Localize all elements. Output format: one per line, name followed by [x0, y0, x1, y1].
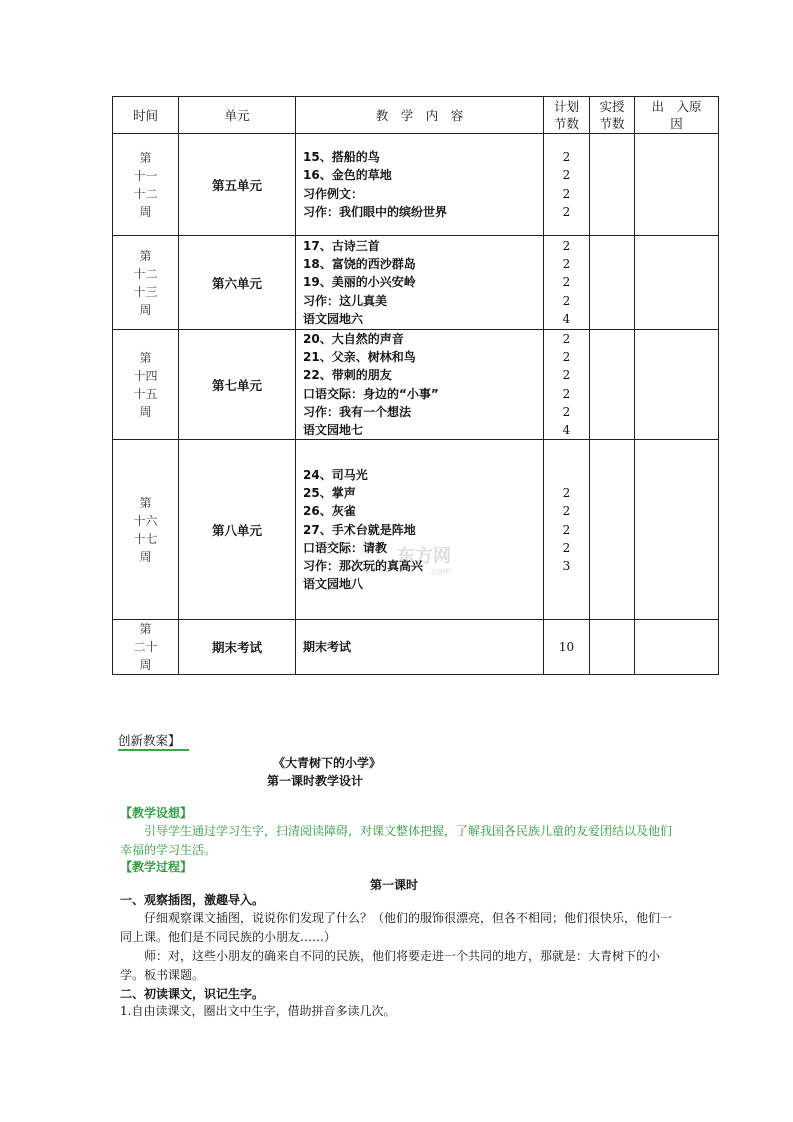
content-item: 习作：这儿真美: [303, 293, 388, 308]
content-cell: [296, 620, 544, 675]
week-cell: [113, 134, 179, 236]
actual-hours-cell: [590, 134, 635, 236]
table-row: [113, 330, 719, 440]
planned-hours-value: 2: [562, 168, 571, 183]
planned-hours-value: 2: [562, 350, 571, 365]
planned-hours-value: 2: [562, 540, 571, 555]
content-item: 口语交际：身边的“小事”: [303, 386, 439, 401]
week-line: 第: [139, 622, 152, 637]
week-cell: [113, 620, 179, 675]
watermark-logo: [393, 540, 459, 580]
header-time: 时间: [113, 97, 179, 134]
content-item: 语文园地八: [303, 577, 364, 592]
planned-hours-value: 2: [562, 504, 571, 519]
week-line: 十一: [133, 168, 158, 183]
planned-hours-value: 2: [562, 332, 571, 346]
planned-hours-value: 2: [562, 386, 571, 401]
week-cell: [113, 236, 179, 330]
planned-hours-value: 2: [562, 150, 571, 165]
content-item: 语文园地七: [303, 423, 364, 438]
content-cell: [296, 134, 544, 236]
content-item: 21、父亲、树林和鸟: [303, 350, 416, 365]
idea-heading: 【教学设想】: [120, 806, 193, 820]
step2-paragraph-1: 1.自由读课文，圈出文中生字，借助拼音多读几次。: [120, 1004, 396, 1018]
week-line: 周: [139, 204, 152, 219]
planned-hours-value: 2: [562, 522, 571, 537]
unit-cell: 第七单元: [179, 330, 296, 440]
process-heading: 【教学过程】: [120, 860, 193, 874]
planned-hours-value: 3: [562, 559, 571, 574]
reason-cell: [635, 440, 719, 620]
week-cell: [113, 330, 179, 440]
week-line: 第: [139, 350, 152, 365]
actual-hours-cell: [590, 620, 635, 675]
week-line: 周: [139, 302, 152, 317]
schedule-table: [112, 96, 719, 675]
unit-cell: 期末考试: [179, 620, 296, 675]
header-actual-hours: 实授节数: [590, 97, 635, 134]
content-item: 期末考试: [303, 640, 352, 655]
actual-hours-cell: [590, 236, 635, 330]
content-item: 17、古诗三首: [303, 238, 380, 253]
planned-hours-value: 2: [562, 238, 571, 253]
planned-hours-value: 2: [562, 204, 571, 219]
planned-hours-value: 2: [562, 275, 571, 290]
planned-hours-value: 4: [562, 311, 571, 326]
week-line: 十六: [133, 513, 158, 528]
week-line: 周: [139, 549, 152, 564]
lesson-title: 《大青树下的小学》: [273, 756, 382, 770]
period-title: 第一课时: [370, 878, 419, 892]
step1-heading: 一、观察插图，激趣导入。: [120, 893, 265, 907]
content-item: 24、司马光: [303, 468, 368, 482]
step1-paragraph-1: 仔细观察课文插图，说说你们发现了什么？（他们的服饰很漂亮，但各不相同；他们很快乐，他们一同上课。他们是不同民族的小朋友……）: [120, 911, 673, 944]
header-unit: 单元: [179, 97, 296, 134]
week-cell: [113, 440, 179, 620]
unit-cell: 第五单元: [179, 134, 296, 236]
step2-heading: 二、初读课文，识记生字。: [120, 987, 265, 1001]
step1-paragraph-2: 师：对，这些小朋友的确来自不同的民族，他们将要走进一个共同的地方，那就是：大青树下的小学。板书课题。: [120, 949, 661, 982]
week-line: 周: [139, 404, 152, 419]
planned-hours-value: 2: [562, 368, 571, 383]
content-list: [303, 330, 543, 439]
content-item: 口语交际：请教: [303, 540, 388, 555]
planned-hours-value: 2: [562, 404, 571, 419]
content-item: 习作：我有一个想法: [303, 404, 412, 419]
table-row: [113, 440, 719, 620]
content-item: 18、富饶的西沙群岛: [303, 257, 416, 272]
header-content: 教 学 内 容: [296, 97, 544, 134]
content-list: [303, 237, 543, 328]
week-line: 第: [139, 495, 152, 510]
content-item: 15、搭船的鸟: [303, 150, 380, 165]
section-tag: 创新教案】: [118, 733, 189, 751]
watermark-sub: .com: [429, 567, 452, 577]
week-line: 十四: [133, 368, 158, 383]
week-line: 十二: [133, 266, 158, 281]
header-planned-hours: 计划节数: [544, 97, 590, 134]
planned-hours-value: 4: [562, 423, 571, 438]
week-line: 十二: [133, 186, 158, 201]
week-line: 第: [139, 150, 152, 165]
idea-paragraph: 引导学生通过学习生字，扫清阅读障碍，对课文整体把握，了解我国各民族儿童的友爱团结以及他们幸福的学习生活。: [120, 824, 673, 857]
content-cell: [296, 440, 544, 620]
planned-hours-cell: [544, 330, 590, 440]
planned-hours-cell: [544, 620, 590, 675]
week-line: 第: [139, 248, 152, 263]
content-item: 25、掌声: [303, 486, 356, 501]
planned-hours-cell: [544, 440, 590, 620]
reason-cell: [635, 236, 719, 330]
reason-cell: [635, 134, 719, 236]
content-item: 27、手术台就是阵地: [303, 522, 416, 537]
week-line: 十七: [133, 531, 158, 546]
planned-hours-value: 10: [558, 640, 575, 655]
content-item: 20、大自然的声音: [303, 332, 404, 346]
week-line: 二十: [133, 640, 158, 655]
table-header-row: [113, 97, 719, 134]
content-item: 语文园地六: [303, 311, 364, 326]
actual-hours-cell: [590, 330, 635, 440]
content-list: [303, 148, 543, 221]
unit-cell: 第六单元: [179, 236, 296, 330]
content-cell: [296, 330, 544, 440]
table-row: [113, 620, 719, 675]
lesson-subtitle: 第一课时教学设计: [267, 774, 364, 788]
content-item: 习作例文：: [303, 186, 364, 201]
header-reason: 出 入原 因: [635, 97, 719, 134]
week-line: 十三: [133, 284, 158, 299]
content-item: 16、金色的草地: [303, 168, 392, 183]
table-row: [113, 134, 719, 236]
content-item: 26、灰雀: [303, 504, 356, 519]
planned-hours-cell: [544, 134, 590, 236]
watermark-text: 东方网: [397, 546, 451, 567]
table-row: [113, 236, 719, 330]
content-list: [303, 638, 543, 656]
content-item: 习作：那次玩的真高兴: [303, 559, 424, 574]
reason-cell: [635, 620, 719, 675]
planned-hours-value: 2: [562, 257, 571, 272]
reason-cell: [635, 330, 719, 440]
content-item: 22、带刺的朋友: [303, 368, 392, 383]
actual-hours-cell: [590, 440, 635, 620]
week-line: 十五: [133, 386, 158, 401]
unit-cell: 第八单元: [179, 440, 296, 620]
planned-hours-cell: [544, 236, 590, 330]
week-line: 周: [139, 658, 152, 673]
content-item: 习作：我们眼中的缤纷世界: [303, 204, 448, 219]
planned-hours-value: 2: [562, 486, 571, 501]
planned-hours-value: 2: [562, 186, 571, 201]
content-item: 19、美丽的小兴安岭: [303, 275, 416, 290]
planned-hours-value: 2: [562, 293, 571, 308]
content-cell: [296, 236, 544, 330]
